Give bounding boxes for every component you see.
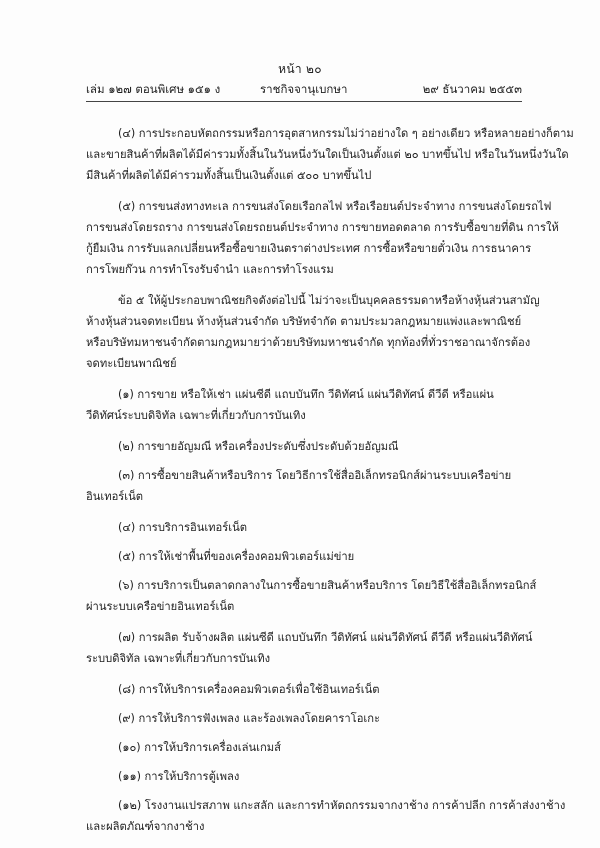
paragraph-line: ข้อ ๕ ให้ผู้ประกอบพาณิชยกิจดังต่อไปนี้ ไม่ว่าจะเป็นบุคคลธรรมดาหรือห้างหุ้นส่วนสามัญ [118,294,540,307]
list-item-9 [86,708,522,729]
paragraph-line: การโพยก๊วน การทำโรงรับจำนำ และการทำโรงแรม [86,263,334,276]
list-item-5 [86,546,522,567]
paragraph-line: หรือบริษัทมหาชนจำกัดตามกฎหมายว่าด้วยบริษัทมหาชนจำกัด ทุกท้องที่ทั่วราชอาณาจักรต้อง [86,336,531,349]
list-item-11 [86,766,522,787]
paragraph-line: วีดิทัศน์ระบบดิจิทัล เฉพาะที่เกี่ยวกับการบันเทิง [86,409,306,422]
list-item-2 [86,436,522,457]
page-number: หน้า ๒๐ [278,62,322,76]
paragraph-line: (๔) การประกอบหัตถกรรมหรือการอุตสาหกรรมไม่ว่าอย่างใด ๆ อย่างเดียว หรือหลายอย่างก็ตาม [118,127,574,140]
paragraph-line: อินเทอร์เน็ต [86,490,144,503]
list-item-1 [86,384,522,426]
paragraph-line: (๙) การให้บริการฟังเพลง และร้องเพลงโดยคาราโอเกะ [118,712,381,725]
paragraph-clause-5 [86,290,540,374]
paragraph-line: (๕) การขนส่งทางทะเล การขนส่งโดยเรือกลไฟ หรือเรือยนต์ประจำทาง การขนส่งโดยรถไฟ [118,200,552,213]
publication-name: ราชกิจจานุเบกษา [260,82,348,96]
paragraph-line: จดทะเบียนพาณิชย์ [86,357,177,370]
paragraph-line: (๑๒) โรงงานแปรสภาพ แกะสลัก และการทำหัตถกรรมจากงาช้าง การค้าปลีก การค้าส่งงาช้าง [118,799,566,812]
paragraph-line: การขนส่งโดยรถราง การขนส่งโดยรถยนต์ประจำทาง การขายทอดตลาด การรับซื้อขายที่ดิน การให้ [86,221,559,234]
paragraph-line: ห้างหุ้นส่วนจดทะเบียน ห้างหุ้นส่วนจำกัด บริษัทจำกัด ตามประมวลกฎหมายแพ่งและพาณิชย์ [86,315,522,328]
header-divider [86,101,522,102]
list-item-10 [86,737,522,758]
list-item-3 [86,465,522,507]
paragraph-item-5 [86,196,559,280]
list-item-8 [86,679,522,700]
paragraph-line: และขายสินค้าที่ผลิตได้มีค่ารวมทั้งสิ้นในวันหนึ่งวันใดเป็นเงินตั้งแต่ ๒๐ บาทขึ้นไป หรือในวันหนึ่งวันใด [86,148,569,161]
paragraph-line: (๔) การบริการอินเทอร์เน็ต [118,521,248,534]
paragraph-line: (๒) การขายอัญมณี หรือเครื่องประดับซึ่งประดับด้วยอัญมณี [118,440,399,453]
paragraph-line: (๘) การให้บริการเครื่องคอมพิวเตอร์เพื่อใช้อินเทอร์เน็ต [118,683,380,696]
paragraph-line: (๑) การขาย หรือให้เช่า แผ่นซีดี แถบบันทึก วีดิทัศน์ แผ่นวีดิทัศน์ ดีวีดี หรือแผ่น [118,388,494,401]
paragraph-line: (๓) การซื้อขายสินค้าหรือบริการ โดยวิธีการใช้สื่ออิเล็กทรอนิกส์ผ่านระบบเครือข่าย [118,469,512,482]
paragraph-line: (๑๑) การให้บริการตู้เพลง [118,770,240,783]
list-item-7 [86,627,533,669]
volume-issue: เล่ม ๑๒๗ ตอนพิเศษ ๑๕๑ ง [86,82,221,96]
paragraph-line: (๗) การผลิต รับจ้างผลิต แผ่นซีดี แถบบันทึก วีดิทัศน์ แผ่นวีดิทัศน์ ดีวีดี หรือแผ่นวีดิทัศน์ [118,631,533,644]
list-item-6 [86,575,537,617]
paragraph-line: ระบบดิจิทัล เฉพาะที่เกี่ยวกับการบันเทิง [86,652,271,665]
paragraph-line: ผ่านระบบเครือข่ายอินเทอร์เน็ต [86,600,235,613]
list-item-4 [86,517,522,538]
paragraph-line: (๕) การให้เช่าพื้นที่ของเครื่องคอมพิวเตอร์แม่ข่าย [118,550,355,563]
paragraph-line: กู้ยืมเงิน การรับแลกเปลี่ยนหรือซื้อขายเงินตราต่างประเทศ การซื้อหรือขายตั๋วเงิน การธนาคาร [86,242,532,255]
document-body [86,123,574,847]
paragraph-line: และผลิตภัณฑ์จากงาช้าง [86,820,205,833]
paragraph-line: (๑๐) การให้บริการเครื่องเล่นเกมส์ [118,741,281,754]
gazette-header [86,81,522,99]
list-item-12 [86,795,566,837]
publication-date: ๒๙ ธันวาคม ๒๕๕๓ [422,82,522,96]
paragraph-item-4 [86,123,574,186]
paragraph-line: มีสินค้าที่ผลิตได้มีค่ารวมทั้งสิ้นเป็นเงินตั้งแต่ ๕๐๐ บาทขึ้นไป [86,169,372,182]
paragraph-line: (๖) การบริการเป็นตลาดกลางในการซื้อขายสินค้าหรือบริการ โดยวิธีใช้สื่ออิเล็กทรอนิกส์ [118,579,537,592]
